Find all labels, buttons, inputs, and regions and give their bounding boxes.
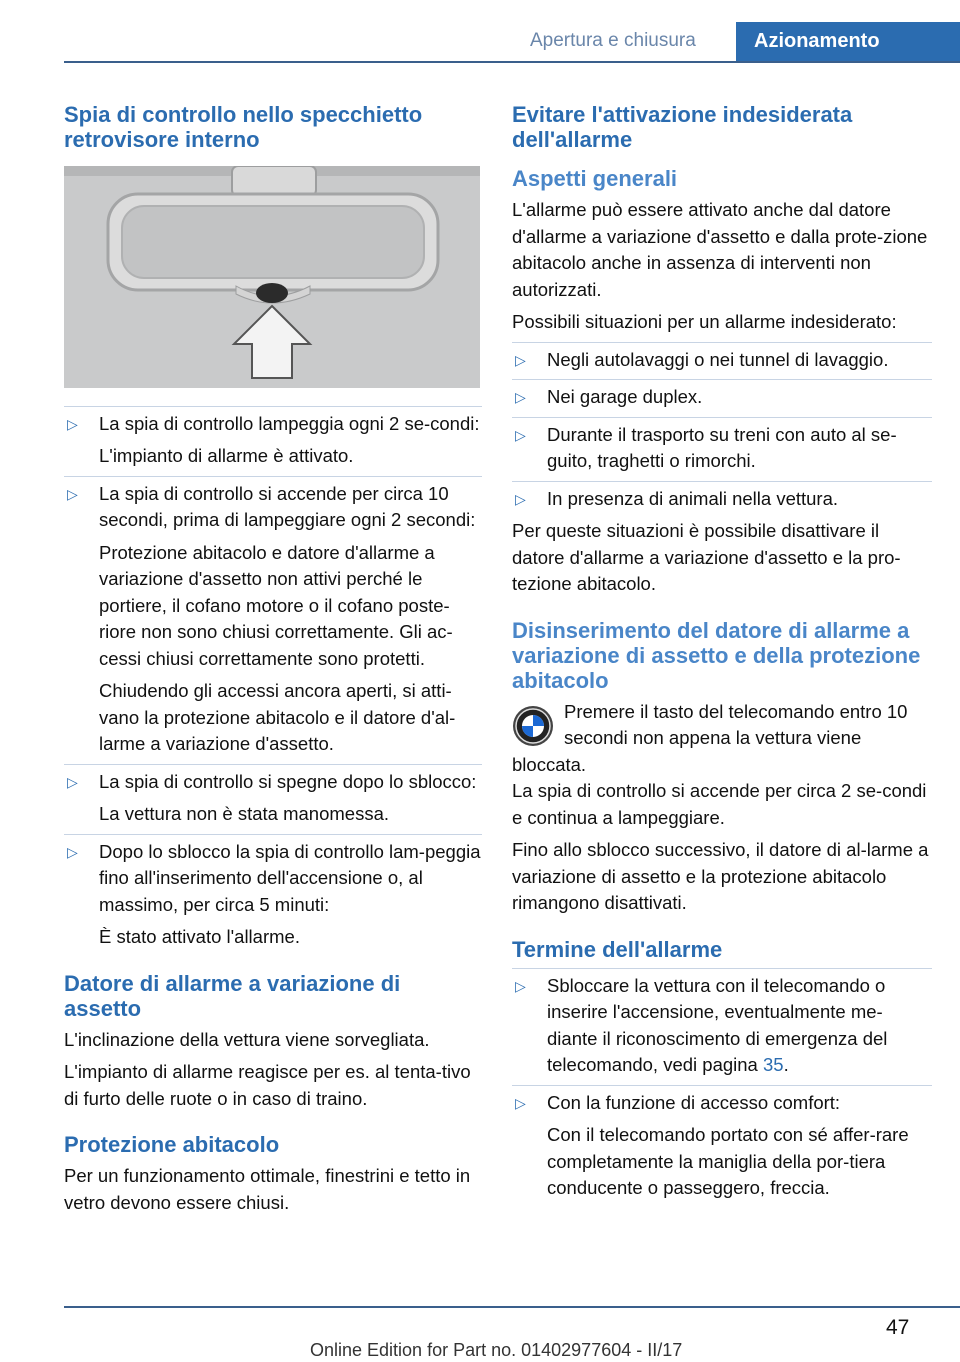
list-item [64, 476, 482, 764]
paragraph: L'allarme può essere attivato anche dal datore d'allarme a variazione d'assetto e dalla prote-zione abitacolo anche in assenza di interventi non autorizzati. [512, 199, 928, 300]
active-tab[interactable]: Azionamento [736, 22, 960, 61]
list-item [512, 1085, 932, 1208]
list-item [512, 968, 932, 1085]
list-item-sub: Chiudendo gli accessi ancora aperti, si atti-vano la protezione abitacolo e il datore d'al-larme a variazione d'assetto. [99, 680, 456, 754]
header-rule [64, 61, 960, 63]
edition-footer: Online Edition for Part no. 01402977604 - II/17 [310, 1340, 683, 1360]
paragraph: Per un funzionamento ottimale, finestrini e tetto in vetro devono essere chiusi. [64, 1165, 471, 1213]
list-item-text: Nei garage duplex. [547, 386, 703, 407]
heading-general: Aspetti generali [512, 166, 678, 191]
heading-avoid-false-alarm: Evitare l'attivazione indesiderata dell'allarme [512, 102, 853, 152]
list-item [512, 342, 932, 380]
heading-tilt-alarm: Datore di allarme a variazione di assetto [64, 970, 401, 1021]
paragraph: Fino allo sblocco successivo, il datore di al-larme a variazione di assetto e la protezione abitacolo rimangono disattivati. [512, 839, 929, 913]
list-item-sub: Protezione abitacolo e datore d'allarme a variazione d'assetto non attivi perché le portiere, il cofano motore o il cofano poste-riore non sono chiusi correttamente. Gli ac-cessi chiusi correttamente sono protetti. [99, 541, 453, 669]
list-item-text: Dopo lo sblocco la spia di controllo lam-peggia fino all'inserimento dell'accensione o, al massimo, per circa 5 minuti: [99, 840, 481, 915]
list-item-text: In presenza di animali nella vettura. [547, 487, 839, 509]
right-column [512, 102, 932, 1208]
list-item-sub: La vettura non è stata manomessa. [99, 803, 390, 824]
list-item [512, 481, 932, 519]
list-item-text: Negli autolavaggi o nei tunnel di lavaggio. [547, 348, 889, 370]
page-link[interactable]: 35 [763, 1054, 784, 1075]
heading-deactivation: Disinserimento del datore di allarme a variazione di assetto e della protezione abitacolo [512, 617, 921, 693]
paragraph: Premere il tasto del telecomando entro 10 secondi non appena la vettura viene [564, 700, 908, 748]
paragraph: L'inclinazione della vettura viene sorvegliata. [64, 1028, 430, 1050]
paragraph: Possibili situazioni per un allarme indesiderato: [512, 311, 897, 332]
triangle-bullet-icon: ▷ [67, 485, 78, 502]
list-item-text: Durante il trasporto su treni con auto al se-guito, traghetti o rimorchi. [547, 423, 897, 471]
list-item-text: La spia di controllo lampeggia ogni 2 se-condi: [99, 412, 480, 434]
list-item-text: La spia di controllo si spegne dopo lo sblocco: [99, 770, 477, 792]
triangle-bullet-icon: ▷ [67, 773, 78, 790]
list-item [512, 417, 932, 481]
rearview-mirror-illustration [64, 166, 480, 388]
list-item-text: La spia di controllo si accende per circa 10 secondi, prima di lampeggiare ogni 2 secondi: [99, 482, 476, 530]
triangle-bullet-icon: ▷ [515, 389, 526, 405]
triangle-bullet-icon: ▷ [67, 843, 78, 860]
list-item-sub: L'impianto di allarme è attivato. [99, 445, 354, 466]
list-item-text: Sbloccare la vettura con il telecomando o inserire l'accensione, eventualmente me-diante il riconoscimento di emergenza del telecomando, vedi pagina 35. [547, 974, 888, 1075]
heading-interior-protection: Protezione abitacolo [64, 1132, 280, 1157]
triangle-bullet-icon: ▷ [515, 426, 526, 443]
paragraph: bloccata. [512, 753, 587, 775]
list-item-sub: È stato attivato l'allarme. [99, 926, 300, 947]
list-item [64, 834, 482, 957]
triangle-bullet-icon: ▷ [67, 415, 78, 432]
paragraph: La spia di controllo si accende per circa 2 se-condi e continua a lampeggiare. [512, 780, 927, 828]
bmw-remote-button-icon [512, 705, 554, 747]
heading-end-alarm: Termine dell'allarme [512, 936, 723, 962]
situations-list [512, 342, 932, 519]
left-column [64, 102, 482, 1222]
list-item [64, 406, 482, 476]
indicator-list [64, 406, 482, 957]
triangle-bullet-icon: ▷ [515, 490, 526, 507]
footer-rule [64, 1306, 960, 1308]
triangle-bullet-icon: ▷ [515, 1094, 526, 1111]
list-item [64, 764, 482, 834]
section-tab[interactable]: Apertura e chiusura [530, 30, 696, 51]
end-alarm-list [512, 968, 932, 1208]
heading-mirror-indicator: Spia di controllo nello specchietto retrovisore interno [64, 102, 423, 152]
list-item [512, 379, 932, 417]
page-number: 47 [886, 1316, 910, 1339]
paragraph: L'impianto di allarme reagisce per es. al tenta-tivo di furto delle ruote o in caso di traino. [64, 1061, 471, 1109]
list-item-text: Con la funzione di accesso comfort: [547, 1091, 841, 1113]
list-item-sub: Con il telecomando portato con sé affer-rare completamente la maniglia della por-tiera conducente o passeggero, freccia. [547, 1124, 909, 1198]
paragraph: Per queste situazioni è possibile disattivare il datore d'allarme a variazione d'assetto e la pro-tezione abitacolo. [512, 520, 901, 594]
remote-instruction [512, 699, 932, 779]
triangle-bullet-icon: ▷ [515, 351, 526, 368]
triangle-bullet-icon: ▷ [515, 977, 526, 994]
